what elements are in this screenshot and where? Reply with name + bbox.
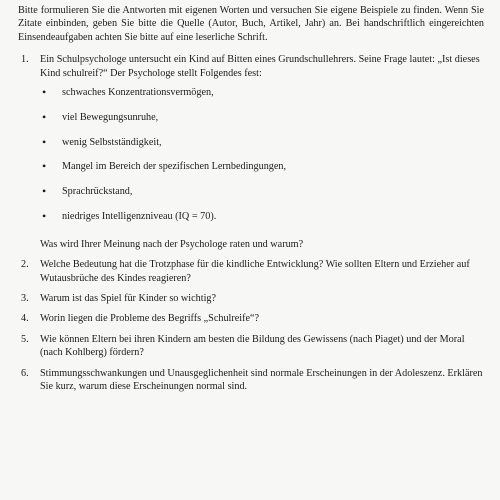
question-text: Warum ist das Spiel für Kinder so wichtig? bbox=[40, 293, 217, 305]
bullet-icon: • bbox=[42, 159, 47, 174]
question-4 bbox=[18, 312, 484, 325]
question-number: 2. bbox=[21, 259, 29, 271]
followup-question: Was wird Ihrer Meinung nach der Psychologe raten und warum? bbox=[40, 238, 304, 250]
list-item-text: schwaches Konzentrationsvermögen, bbox=[62, 87, 214, 99]
question-number: 4. bbox=[21, 313, 29, 325]
bullet-icon: • bbox=[42, 209, 47, 224]
question-text: Stimmungsschwankungen und Unausgeglichenheit sind normale Erscheinungen in der Adoleszenz. Erklären Sie kurz, warum diese Erscheinungen normal sind. bbox=[40, 367, 483, 393]
question-number: 5. bbox=[21, 333, 29, 345]
instructions-paragraph: Bitte formulieren Sie die Antworten mit eigenen Worten und versuchen Sie eigene Beispiele zu finden. Wenn Sie Zitate einbinden, geben Sie bitte die Quelle (Autor, Buch, Artikel, Jahr) an. Bei handschriftlich eingereichten Einsendeaufgaben achten Sie bitte auf eine leserliche Schrift. bbox=[18, 5, 484, 43]
bullet-icon: • bbox=[42, 109, 47, 124]
list-item bbox=[40, 210, 484, 235]
question-5 bbox=[18, 333, 484, 360]
list-item-text: viel Bewegungsunruhe, bbox=[62, 111, 159, 123]
list-item bbox=[40, 185, 484, 210]
question-6 bbox=[18, 367, 484, 394]
question-text: Worin liegen die Probleme des Begriffs „Schulreife“? bbox=[40, 313, 260, 325]
question-number: 1. bbox=[21, 54, 29, 66]
bullet-icon: • bbox=[42, 184, 47, 199]
question-body bbox=[40, 53, 484, 251]
list-item-text: niedriges Intelligenzniveau (IQ = 70). bbox=[62, 211, 217, 223]
list-item-text: Sprachrückstand, bbox=[62, 186, 133, 198]
question-number: 3. bbox=[21, 293, 29, 305]
question-1 bbox=[18, 53, 484, 251]
question-2 bbox=[18, 258, 484, 285]
bullet-icon: • bbox=[42, 85, 47, 100]
list-item bbox=[40, 111, 484, 136]
question-number: 6. bbox=[21, 367, 29, 379]
list-item bbox=[40, 136, 484, 161]
bullet-icon: • bbox=[42, 134, 47, 149]
question-3 bbox=[18, 292, 484, 305]
list-item-text: wenig Selbstständigkeit, bbox=[62, 136, 162, 148]
list-item bbox=[40, 160, 484, 185]
question-text: Wie können Eltern bei ihren Kindern am besten die Bildung des Gewissens (nach Piaget) und der Moral (nach Kohlberg) fördern? bbox=[40, 333, 465, 359]
list-item bbox=[40, 86, 484, 111]
bullet-list bbox=[40, 86, 484, 235]
question-text: Ein Schulpsychologe untersucht ein Kind auf Bitten eines Grundschullehrers. Seine Frage lautet: „Ist dieses Kind schulreif?“ Der Psychologe stellt Folgendes fest: bbox=[40, 54, 480, 79]
question-text: Welche Bedeutung hat die Trotzphase für die kindliche Entwicklung? Wie sollten Eltern und Erzieher auf Wutausbrüche des Kindes reagieren? bbox=[40, 259, 470, 284]
list-item-text: Mangel im Bereich der spezifischen Lernbedingungen, bbox=[62, 161, 287, 173]
